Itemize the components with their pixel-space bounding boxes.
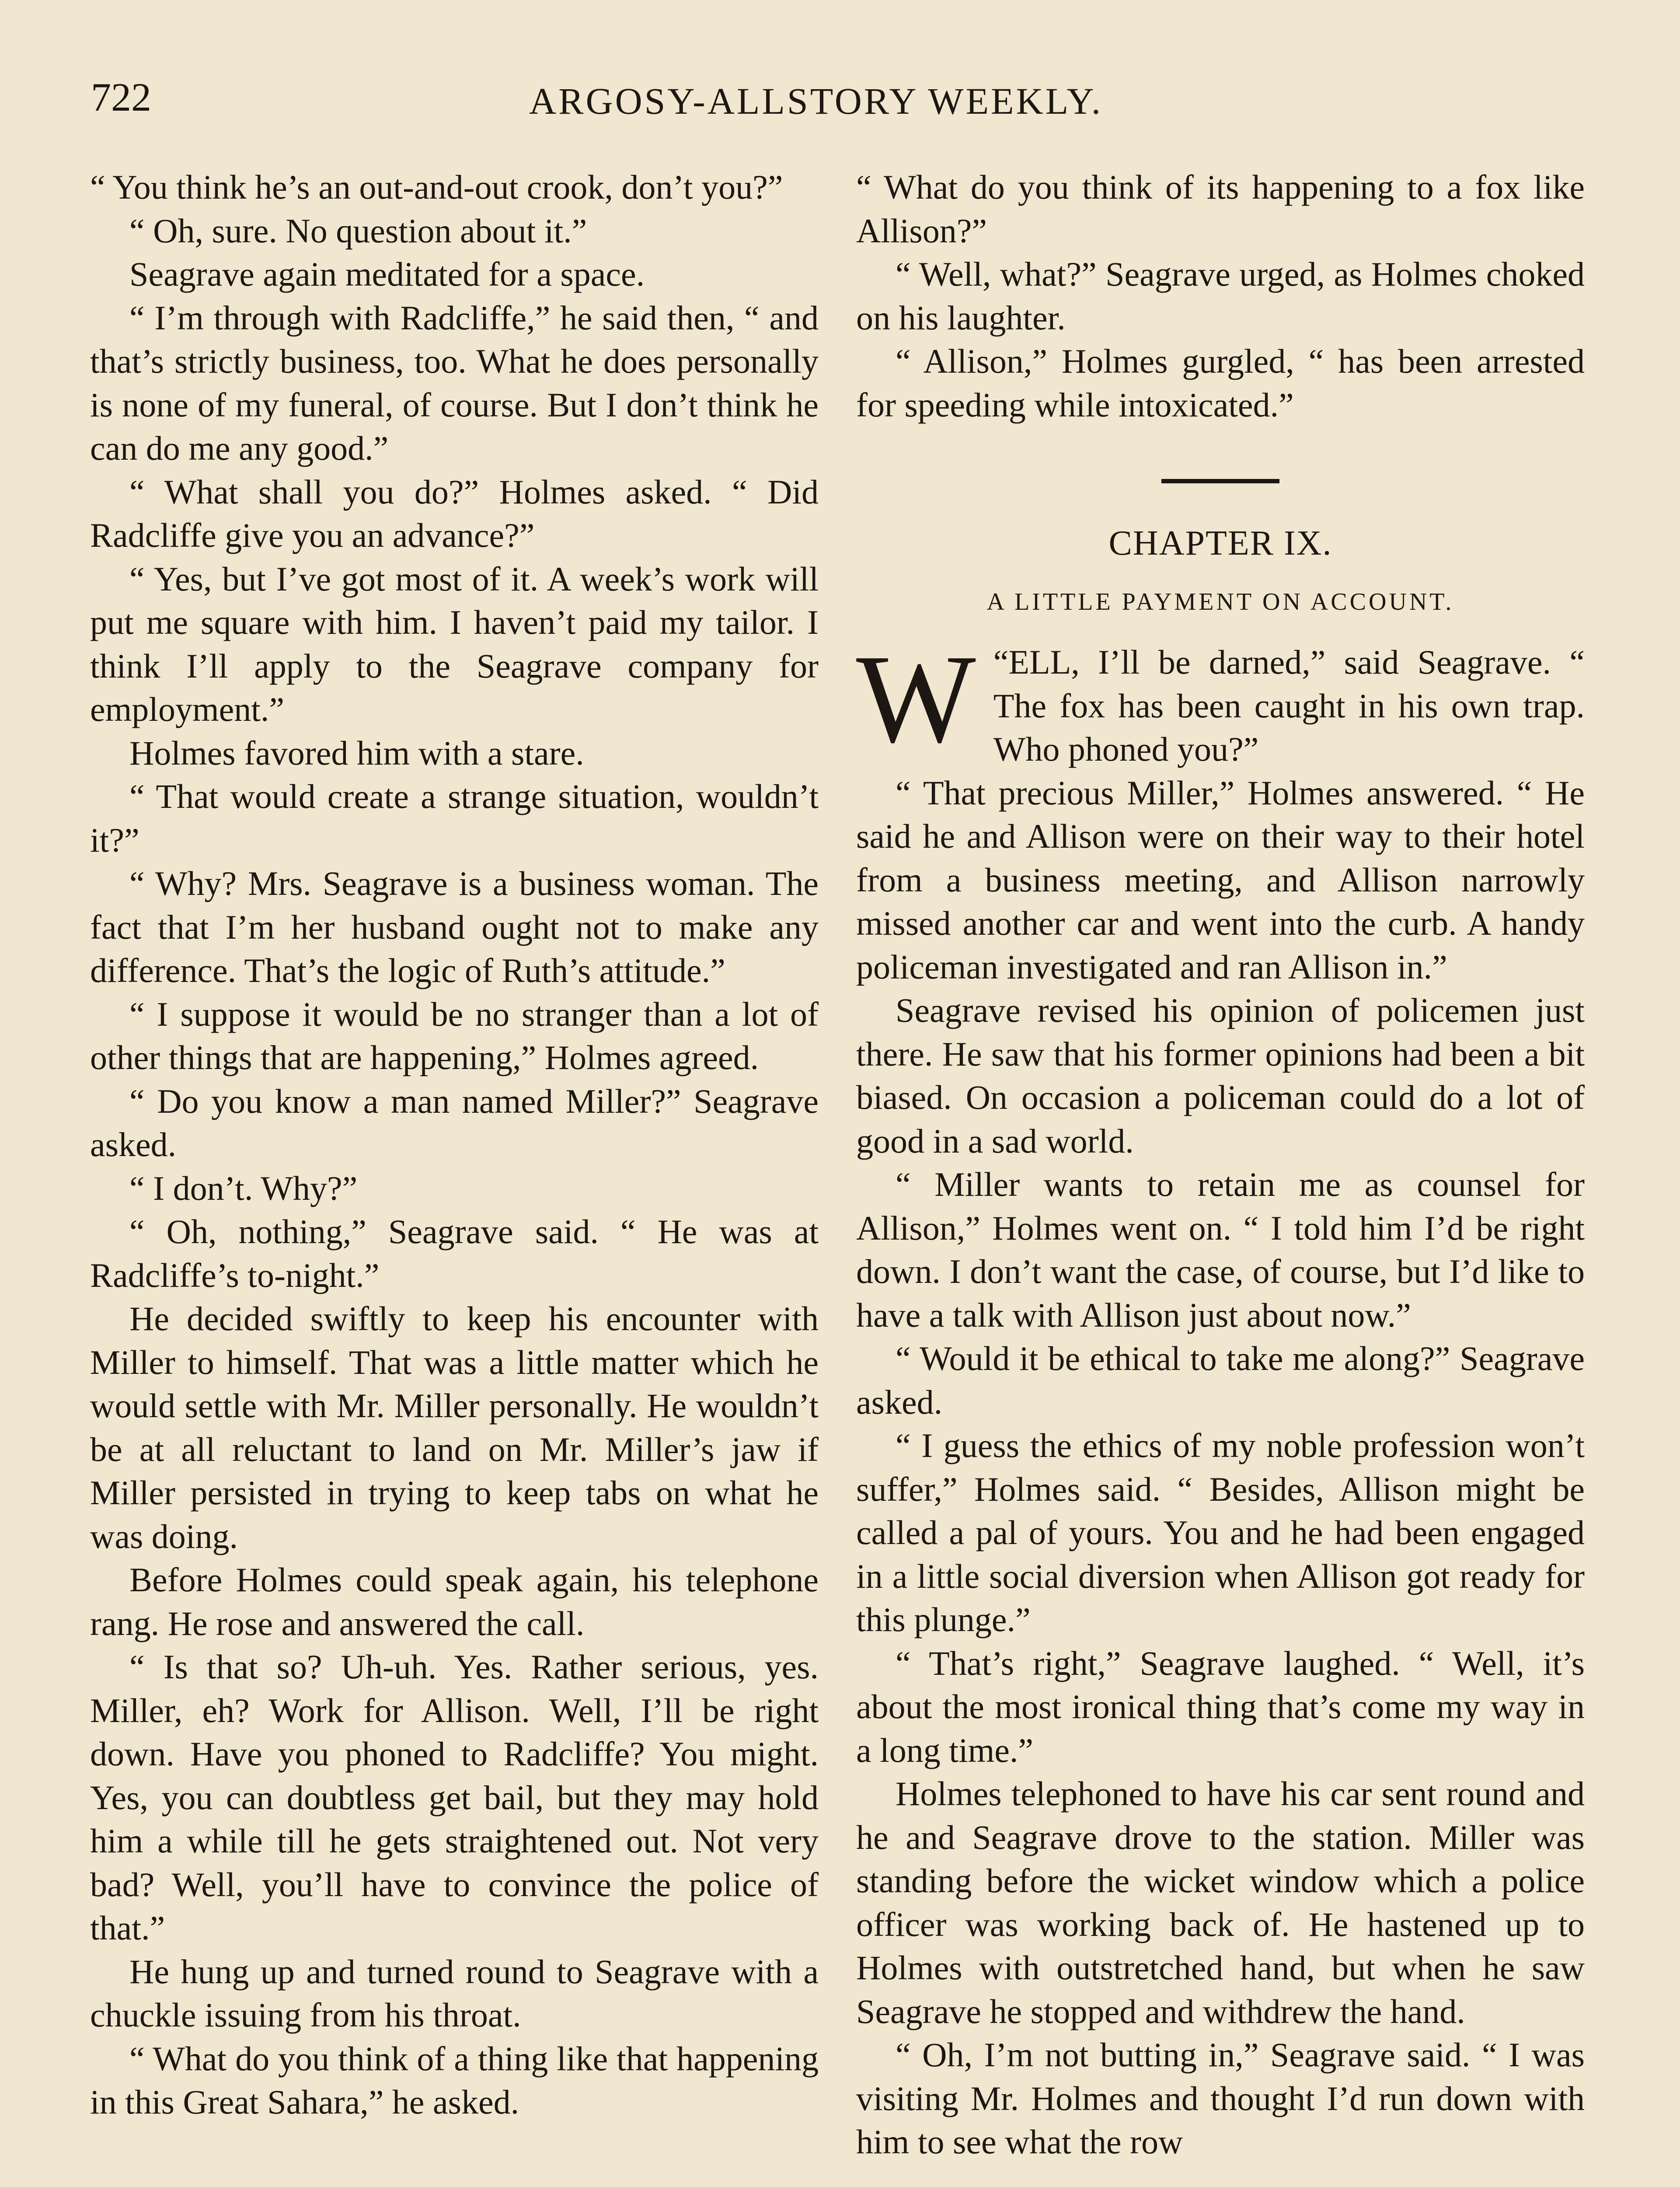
paragraph: Before Holmes could speak again, his telephone rang. He rose and answered the call. [90, 1561, 819, 1642]
paragraph: “ Why? Mrs. Seagrave is a business woman. The fact that I’m her husband ought not to make any difference. That’s the logic of Ruth’s attitude.” [90, 864, 819, 989]
paragraph: “ Miller wants to retain me as counsel for Allison,” Holmes went on. “ I told him I’d be right down. I don’t want the case, of course, but I’d like to have a talk with Allison just about now.” [856, 1165, 1585, 1334]
paragraph: “ Oh, sure. No question about it.” [129, 211, 587, 250]
paragraph: “ What shall you do?” Holmes asked. “ Did Radcliffe give you an advance?” [90, 472, 819, 554]
page-number: 722 [91, 75, 151, 119]
paragraph: “ I suppose it would be no stranger than a lot of other things that are happening,” Holmes agreed. [90, 995, 819, 1076]
paragraph: “ I’m through with Radcliffe,” he said then, “ and that’s strictly business, too. What he does personally is none of my funeral, of course. But I don’t think he can do me any good.” [90, 298, 819, 467]
paragraph: He hung up and turned round to Seagrave with a chuckle issuing from his throat. [90, 1952, 819, 2034]
chapter-subtitle: A LITTLE PAYMENT ON ACCOUNT. [986, 588, 1454, 615]
left-column [90, 165, 819, 2124]
chapter-opening-paragraph [856, 629, 1585, 771]
paragraph: Seagrave revised his opinion of policemen just there. He saw that his former opinions had been a bit biased. On occasion a policeman could do a lot of good in a sad world. [856, 991, 1585, 1160]
paragraph: “ Allison,” Holmes gurgled, “ has been arrested for speeding while intoxicated.” [856, 342, 1585, 424]
paragraph: “ I guess the ethics of my noble profession won’t suffer,” Holmes said. “ Besides, Allison might be called a pal of yours. You and he had been engaged in a little social diversion when Allison got ready for this plunge.” [856, 1426, 1585, 1639]
paragraph: “ That precious Miller,” Holmes answered. “ He said he and Allison were on their way to their hotel from a business meeting, and Allison narrowly missed another car and went into the curb. A handy policeman investigated and ran Allison in.” [856, 773, 1585, 986]
paragraph: Holmes favored him with a stare. [129, 734, 584, 772]
chapter-title: CHAPTER IX. [1108, 524, 1332, 562]
paragraph: “ That would create a strange situation, wouldn’t it?” [90, 777, 819, 859]
paragraph: “ You think he’s an out-and-out crook, don’t you?” [90, 168, 783, 206]
drop-cap: W [856, 629, 976, 769]
paragraph: “ Well, what?” Seagrave urged, as Holmes choked on his laughter. [856, 255, 1585, 337]
paragraph: “ That’s right,” Seagrave laughed. “ Well, it’s about the most ironical thing that’s come my way in a long time.” [856, 1644, 1585, 1769]
paragraph: “ What do you think of a thing like that happening in this Great Sahara,” he asked. [90, 2039, 819, 2121]
paragraph: “ What do you think of its happening to a fox like Allison?” [856, 168, 1585, 250]
paragraph: “ I don’t. Why?” [129, 1169, 358, 1207]
paragraph: “ Oh, nothing,” Seagrave said. “ He was at Radcliffe’s to-night.” [90, 1212, 819, 1294]
paragraph: Holmes telephoned to have his car sent round and he and Seagrave drove to the station. Miller was standing before the wicket window which a police officer was working back of. He hastened up to Holmes with outstretched hand, but when he saw Seagrave he stopped and withdrew the hand. [856, 1775, 1585, 2030]
paragraph: “ Would it be ethical to take me along?” Seagrave asked. [856, 1339, 1585, 1421]
opening-text: ELL, I’ll be darned,” said Seagrave. “ The fox has been caught in his own trap. Who phoned you?” [993, 643, 1585, 768]
paragraph: Seagrave again meditated for a space. [129, 255, 645, 293]
paragraph: “ Is that so? Uh-uh. Yes. Rather serious, yes. Miller, eh? Work for Allison. Well, I’ll be right down. Have you phoned to Radcliffe? You might. Yes, you can doubtless get bail, but they may hold him a while till he gets straightened out. Not very bad? Well, you’ll have to convince the police of that.” [90, 1648, 819, 1947]
paragraph: “ Oh, I’m not butting in,” Seagrave said. “ I was visiting Mr. Holmes and thought I’d run down with him to see what the row [856, 2036, 1585, 2161]
right-column [856, 165, 1585, 2164]
running-head: ARGOSY-ALLSTORY WEEKLY. [529, 80, 1103, 122]
section-divider [1161, 479, 1279, 483]
paragraph: “ Yes, but I’ve got most of it. A week’s work will put me square with him. I haven’t paid my tailor. I think I’ll apply to the Seagrave company for employment.” [90, 559, 819, 728]
paragraph: He decided swiftly to keep his encounter with Miller to himself. That was a little matter which he would settle with Mr. Miller personally. He wouldn’t be at all reluctant to land on Mr. Miller’s jaw if Miller persisted in trying to keep tabs on what he was doing. [90, 1300, 819, 1555]
paragraph: “ Do you know a man named Miller?” Seagrave asked. [90, 1082, 819, 1163]
opening-quote: “ [993, 643, 1009, 681]
